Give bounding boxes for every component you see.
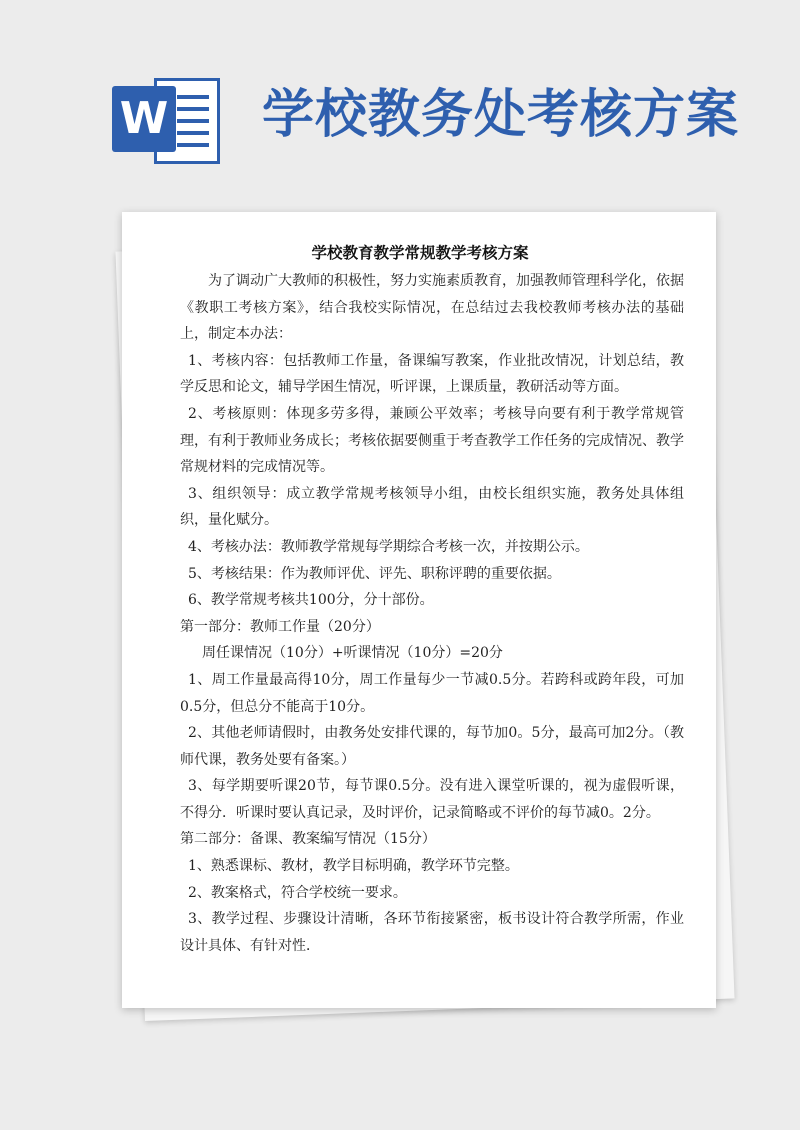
- paragraph: 5、考核结果：作为教师评优、评先、职称评聘的重要依据。: [188, 565, 561, 582]
- paragraph: 为了调动广大教师的积极性，努力实施素质教育，加强教师管理科学化，依据《教职工考核方案》，结合我校实际情况，在总结过去我校教师考核办法的基础上，制定本办法：: [180, 273, 684, 343]
- paragraph: 2、其他老师请假时，由教务处安排代课的，每节加0。5分，最高可加2分。（教师代课，教务处要有备案。）: [180, 725, 684, 768]
- paragraph: 2、考核原则：体现多劳多得，兼顾公平效率；考核导向要有利于教学常规管理，有利于教师业务成长；考核依据要侧重于考查教学工作任务的完成情况、教学常规材料的完成情况等。: [180, 405, 684, 476]
- document-title: 学校教育教学常规教学考核方案: [311, 243, 529, 262]
- paragraph: 3、组织领导：成立教学常规考核领导小组，由校长组织实施，教务处具体组织，量化赋分。: [180, 485, 684, 529]
- document-body: [180, 268, 684, 959]
- paragraph: 1、考核内容：包括教师工作量，备课编写教案，作业批改情况，计划总结，教学反思和论文，辅导学困生情况，听评课，上课质量，教研活动等方面。: [180, 352, 684, 396]
- word-document-icon: [112, 72, 230, 170]
- paragraph: 6、教学常规考核共100分，分十部份。: [188, 592, 434, 609]
- banner-title: 学校教务处考核方案: [262, 85, 740, 145]
- section-heading: 第一部分：教师工作量（20分）: [180, 618, 380, 635]
- paragraph: 1、熟悉课标、教材，教学目标明确，教学环节完整。: [188, 858, 519, 875]
- paragraph: 4、考核办法：教师教学常规每学期综合考核一次，并按期公示。: [188, 538, 589, 555]
- paragraph: 3、每学期要听课20节，每节课0.5分。没有进入课堂听课的，视为虚假听课，不得分．听课时要认真记录，及时评价，记录简略或不评价的每节减0。2分。: [180, 778, 684, 821]
- document-page: [122, 212, 716, 1008]
- banner: [0, 0, 800, 190]
- paragraph: 3、教学过程、步骤设计清晰，各环节衔接紧密，板书设计符合教学所需，作业设计具体、有针对性．: [180, 911, 684, 954]
- word-letter-badge: W: [112, 86, 176, 152]
- paragraph: 周任课情况（10分）+听课情况（10分）=20分: [202, 645, 503, 662]
- section-heading: 第二部分：备课、教案编写情况（15分）: [180, 831, 436, 848]
- paragraph: 1、周工作量最高得10分，周工作量每少一节减0.5分。若跨科或跨年段，可加0.5分，但总分不能高于10分。: [180, 671, 684, 715]
- paragraph: 2、教案格式，符合学校统一要求。: [188, 884, 407, 901]
